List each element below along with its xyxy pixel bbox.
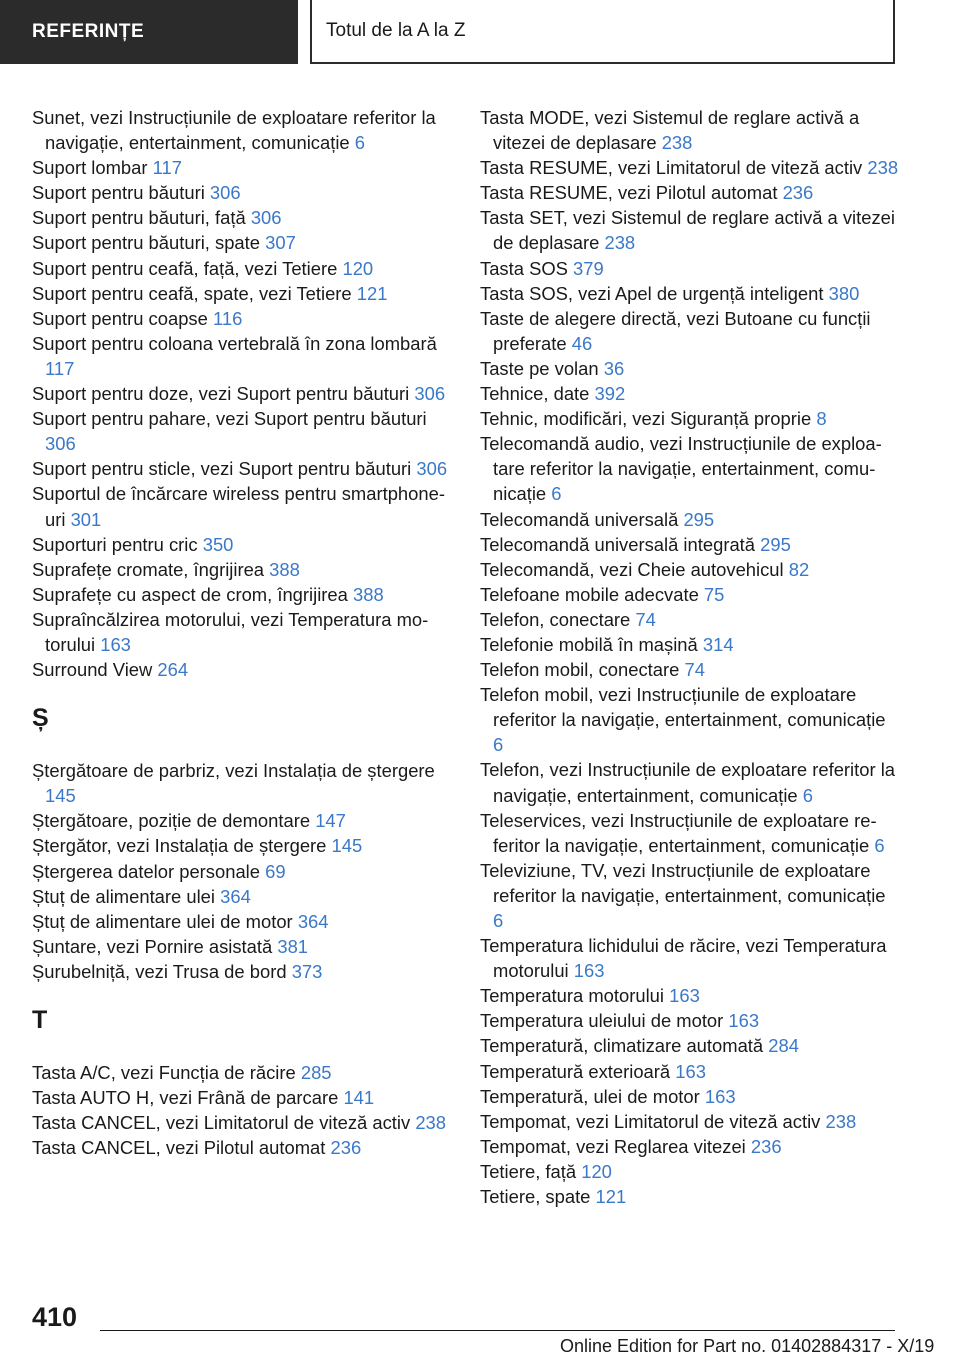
- index-entry: [32, 532, 452, 557]
- index-entry: [480, 306, 900, 356]
- index-entry-text: Surround View: [32, 659, 153, 681]
- page-link[interactable]: 6: [354, 132, 365, 154]
- index-entry-text: Ștergător, vezi Instalația de ștergere: [32, 835, 327, 857]
- index-entry-text: Suport pentru ceafă, față, vezi Tetiere: [32, 257, 338, 279]
- page-link[interactable]: 301: [70, 508, 102, 530]
- page-link[interactable]: 6: [493, 910, 504, 931]
- index-entry: [480, 205, 900, 255]
- index-entry: [32, 155, 452, 180]
- index-entry: [480, 582, 900, 607]
- index-entry-text: Suport pentru coloana vertebrală în zona lombară: [32, 332, 437, 354]
- index-column-right: [480, 105, 900, 1209]
- index-entry: [32, 557, 452, 582]
- page-link[interactable]: 74: [635, 608, 656, 630]
- index-entry: [32, 1085, 452, 1110]
- page-link[interactable]: 6: [551, 483, 562, 505]
- page-link[interactable]: 147: [315, 810, 346, 832]
- index-entry-text: Suport pentru băuturi, spate: [32, 232, 260, 254]
- page-link[interactable]: 314: [702, 633, 734, 655]
- page-link[interactable]: 163: [573, 960, 605, 982]
- index-entry: [480, 256, 900, 281]
- index-entry-text: Temperatură exterioară: [480, 1060, 671, 1082]
- page-link[interactable]: 163: [728, 1010, 760, 1032]
- index-entry: [32, 205, 452, 230]
- index-entry: [480, 858, 900, 933]
- index-entry: [480, 1134, 900, 1159]
- page-link[interactable]: 306: [250, 207, 282, 229]
- page-link[interactable]: 74: [684, 659, 705, 681]
- index-entry: [480, 682, 900, 757]
- page-link[interactable]: 145: [331, 835, 363, 857]
- index-entry: [480, 406, 900, 431]
- page-link[interactable]: 364: [220, 885, 251, 907]
- edition-footer: Online Edition for Part no. 01402884317 - X/19: [560, 1336, 935, 1356]
- page-link[interactable]: 306: [209, 182, 241, 204]
- index-entry-text: Suport pentru sticle, vezi Suport pentru băuturi: [32, 458, 412, 480]
- page-link[interactable]: 163: [669, 985, 700, 1007]
- index-entry: [32, 281, 452, 306]
- index-entry-text: Telefon mobil, vezi Instrucțiunile de exploatare referitor la navigație, entertainment, comunicație: [480, 684, 886, 731]
- index-entry-text: Telefon, conectare: [480, 608, 631, 630]
- index-entry: [480, 983, 900, 1008]
- index-entry-text: Șurubelniță, vezi Trusa de bord: [32, 960, 287, 982]
- index-entry: [32, 909, 452, 934]
- index-entry: [480, 933, 900, 983]
- page-link[interactable]: 46: [571, 332, 593, 354]
- index-entry-text: Telecomandă audio, vezi Instrucțiunile de exploatare referitor la navigație, entertainment, comunicație: [480, 433, 882, 505]
- index-entry-text: Suport pentru băuturi: [32, 182, 205, 204]
- index-entry-text: Telefon, vezi Instrucțiunile de exploatare referitor la navigație, entertainment, comunicație: [480, 759, 896, 806]
- index-entry: [32, 607, 452, 657]
- page-link[interactable]: 6: [493, 734, 504, 756]
- index-entry-text: Sunet, vezi Instrucțiunile de exploatare referitor la navigație, entertainment, comunicație: [32, 107, 436, 154]
- index-entry: [32, 758, 452, 808]
- index-entry-text: Ștuț de alimentare ulei de motor: [32, 910, 293, 932]
- page-link[interactable]: 145: [45, 785, 76, 807]
- page-link[interactable]: 6: [802, 784, 813, 806]
- index-entry: [480, 1033, 900, 1058]
- index-entry-text: Telecomandă universală integrată: [480, 533, 756, 555]
- index-entry: [32, 833, 452, 858]
- index-entry: [480, 356, 900, 381]
- page-link[interactable]: 295: [683, 508, 715, 530]
- index-entry-text: Ștuț de alimentare ulei: [32, 885, 215, 907]
- index-entry: [480, 1109, 900, 1134]
- index-entry: [480, 557, 900, 582]
- index-entry-text: Televiziune, TV, vezi Instrucțiunile de exploatare referitor la navigație, entertainment, comunicație: [480, 859, 886, 906]
- page-link[interactable]: 306: [45, 433, 76, 455]
- index-entry-text: Tasta RESUME, vezi Limitatorul de viteză activ: [480, 157, 863, 179]
- page-link[interactable]: 36: [603, 357, 625, 379]
- index-entry: [480, 657, 900, 682]
- index-entry: [32, 456, 452, 481]
- index-entry-text: Tehnic, modificări, vezi Siguranță proprie: [480, 408, 812, 430]
- index-entry: [480, 632, 900, 657]
- index-entry-text: Temperatura motorului: [480, 985, 664, 1007]
- index-entry: [32, 481, 452, 531]
- index-entry: [32, 859, 452, 884]
- index-entry-text: Ștergătoare de parbriz, vezi Instalația de ștergere: [32, 760, 435, 782]
- index-entry-text: Șuntare, vezi Pornire asistată: [32, 935, 273, 957]
- index-entry-text: Tasta MODE, vezi Sistemul de reglare activă a vitezei de deplasare: [480, 107, 860, 154]
- page-link[interactable]: 163: [704, 1085, 736, 1107]
- index-entry-text: Telefon mobil, conectare: [480, 659, 680, 681]
- page-link[interactable]: 285: [300, 1062, 332, 1083]
- index-entry: [480, 1059, 900, 1084]
- page-link[interactable]: 307: [265, 232, 296, 254]
- index-entry: [480, 381, 900, 406]
- index-entry-text: Telecomandă universală: [480, 508, 679, 530]
- index-entry-text: Ștergerea datelor personale: [32, 860, 260, 882]
- index-entry-text: Suportul de încărcare wireless pentru smartphone-uri: [32, 483, 445, 530]
- page-link[interactable]: 238: [661, 132, 693, 154]
- page-link[interactable]: 238: [604, 232, 636, 254]
- page-link[interactable]: 306: [416, 458, 448, 480]
- index-entry: [480, 808, 900, 858]
- page-link[interactable]: 82: [788, 558, 810, 580]
- page-link[interactable]: 163: [675, 1060, 706, 1082]
- index-entry-text: Temperatură, ulei de motor: [480, 1085, 700, 1107]
- index-entry-text: Suporturi pentru cric: [32, 533, 198, 555]
- page-link[interactable]: 120: [581, 1160, 612, 1182]
- index-entry-text: Suport pentru doze, vezi Suport pentru băuturi: [32, 383, 410, 405]
- index-entry: [480, 180, 900, 205]
- page-link[interactable]: 121: [356, 282, 388, 304]
- page-link[interactable]: 350: [202, 533, 234, 555]
- page-link[interactable]: 75: [703, 583, 725, 605]
- index-entry-text: Tetiere, față: [480, 1160, 577, 1182]
- page-link[interactable]: 306: [414, 383, 446, 405]
- page-link[interactable]: 69: [265, 860, 286, 882]
- index-entry-text: Temperatura uleiului de motor: [480, 1010, 724, 1032]
- index-entry-text: Tasta SOS, vezi Apel de urgență inteligent: [480, 282, 824, 304]
- index-entry: [480, 105, 900, 155]
- page-link[interactable]: 121: [595, 1186, 627, 1208]
- index-entry-text: Suprafețe cu aspect de crom, îngrijirea: [32, 583, 348, 605]
- page-link[interactable]: 236: [782, 182, 814, 204]
- index-entry-text: Tasta SOS: [480, 257, 568, 279]
- index-entry-text: Suport pentru ceafă, spate, vezi Tetiere: [32, 282, 352, 304]
- page-link[interactable]: 379: [573, 257, 604, 279]
- index-entry: [480, 532, 900, 557]
- index-entry: [480, 281, 900, 306]
- page-link[interactable]: 116: [212, 307, 243, 329]
- index-entry-text: Tasta RESUME, vezi Pilotul automat: [480, 182, 778, 204]
- page-link[interactable]: 373: [291, 960, 323, 982]
- page-link[interactable]: 141: [343, 1087, 375, 1109]
- index-entry: [32, 180, 452, 205]
- index-entry-text: Suport pentru pahare, vezi Suport pentru băuturi: [32, 408, 427, 430]
- page-link[interactable]: 120: [342, 257, 374, 279]
- index-entry: [32, 230, 452, 255]
- index-letter-heading: T: [32, 1006, 48, 1034]
- index-entry-text: Taste pe volan: [480, 357, 599, 379]
- page-link[interactable]: 238: [867, 157, 899, 179]
- index-entry: [480, 1184, 900, 1209]
- index-entry: [480, 431, 900, 506]
- index-entry-text: Taste de alegere directă, vezi Butoane cu funcții preferate: [480, 307, 871, 354]
- page-link[interactable]: 388: [353, 583, 384, 605]
- index-entry-text: Supraîncălzirea motorului, vezi Temperatura motorului: [32, 608, 429, 655]
- index-letter-heading: Ș: [32, 704, 49, 733]
- page-link[interactable]: 8: [816, 408, 827, 430]
- index-entry-text: Tasta AUTO H, vezi Frână de parcare: [32, 1087, 339, 1109]
- page-link[interactable]: 238: [415, 1112, 446, 1134]
- index-entry-text: Tasta SET, vezi Sistemul de reglare activă a vitezei de deplasare: [480, 207, 895, 254]
- index-entry-text: Telefoane mobile adecvate: [480, 583, 699, 605]
- index-entry: [480, 1008, 900, 1033]
- index-entry: [32, 1135, 452, 1160]
- page-link[interactable]: 264: [157, 659, 189, 681]
- index-entry: [480, 607, 900, 632]
- index-entry-text: Telefonie mobilă în mașină: [480, 633, 698, 655]
- index-entry: [480, 757, 900, 807]
- page-link[interactable]: 388: [269, 558, 300, 580]
- index-entry-text: Teleservices, vezi Instrucțiunile de exploatare referitor la navigație, entertainment, comunicație: [480, 809, 877, 856]
- index-column-left: [32, 105, 452, 1160]
- index-entry: [32, 306, 452, 331]
- index-entry-text: Suport pentru coapse: [32, 307, 208, 329]
- page-link[interactable]: 236: [330, 1137, 362, 1159]
- page-link[interactable]: 380: [828, 282, 860, 304]
- index-entry-text: Tempomat, vezi Limitatorul de viteză activ: [480, 1110, 821, 1132]
- index-entry: [480, 1084, 900, 1109]
- index-entry-text: Suport lombar: [32, 157, 148, 179]
- footer-divider: [100, 1330, 895, 1331]
- index-entry: [32, 808, 452, 833]
- section-tab: REFERINȚE: [0, 0, 298, 64]
- index-entry-text: Tasta A/C, vezi Funcția de răcire: [32, 1062, 296, 1083]
- index-entry: [32, 256, 452, 281]
- index-entry-text: Suport pentru băuturi, față: [32, 207, 246, 229]
- index-entry: [32, 1110, 452, 1135]
- index-entry-text: Suprafețe cromate, îngrijirea: [32, 558, 265, 580]
- index-entry: [32, 406, 452, 456]
- index-entry: [32, 105, 452, 155]
- index-entry: [480, 155, 900, 180]
- index-entry: [32, 331, 452, 381]
- page-link[interactable]: 117: [152, 157, 182, 179]
- page-link[interactable]: 392: [594, 383, 626, 405]
- index-entry-text: Temperatura lichidului de răcire, vezi Temperatura motorului: [480, 935, 887, 982]
- index-entry-text: Tasta CANCEL, vezi Pilotul automat: [32, 1137, 326, 1159]
- page-link[interactable]: 295: [760, 533, 791, 555]
- page-link[interactable]: 364: [297, 910, 329, 932]
- index-entry: [32, 959, 452, 984]
- index-entry-text: Tasta CANCEL, vezi Limitatorul de viteză activ: [32, 1112, 411, 1134]
- chapter-title: Totul de la A la Z: [310, 0, 895, 64]
- index-entry: [32, 1060, 452, 1085]
- index-entry-text: Temperatură, climatizare automată: [480, 1035, 764, 1057]
- page-link[interactable]: 117: [45, 357, 75, 379]
- index-entry: [480, 1159, 900, 1184]
- index-entry: [480, 507, 900, 532]
- index-entry: [32, 934, 452, 959]
- page-link[interactable]: 236: [750, 1135, 782, 1157]
- index-entry: [32, 582, 452, 607]
- index-entry-text: Tetiere, spate: [480, 1186, 591, 1208]
- page-link[interactable]: 381: [277, 935, 309, 957]
- index-entry-text: Tehnice, date: [480, 383, 590, 405]
- page-link[interactable]: 6: [874, 834, 885, 856]
- index-entry: [32, 884, 452, 909]
- page-number: 410: [32, 1302, 78, 1332]
- page-link[interactable]: 163: [100, 633, 131, 655]
- index-entry: [32, 381, 452, 406]
- index-entry-text: Telecomandă, vezi Cheie autovehicul: [480, 558, 784, 580]
- page-header: [0, 0, 960, 66]
- index-entry-text: Ștergătoare, poziție de demontare: [32, 810, 311, 832]
- page-link[interactable]: 238: [825, 1110, 857, 1132]
- index-entry-text: Tempomat, vezi Reglarea vitezei: [480, 1135, 746, 1157]
- page-link[interactable]: 284: [768, 1035, 799, 1057]
- index-entry: [32, 657, 452, 682]
